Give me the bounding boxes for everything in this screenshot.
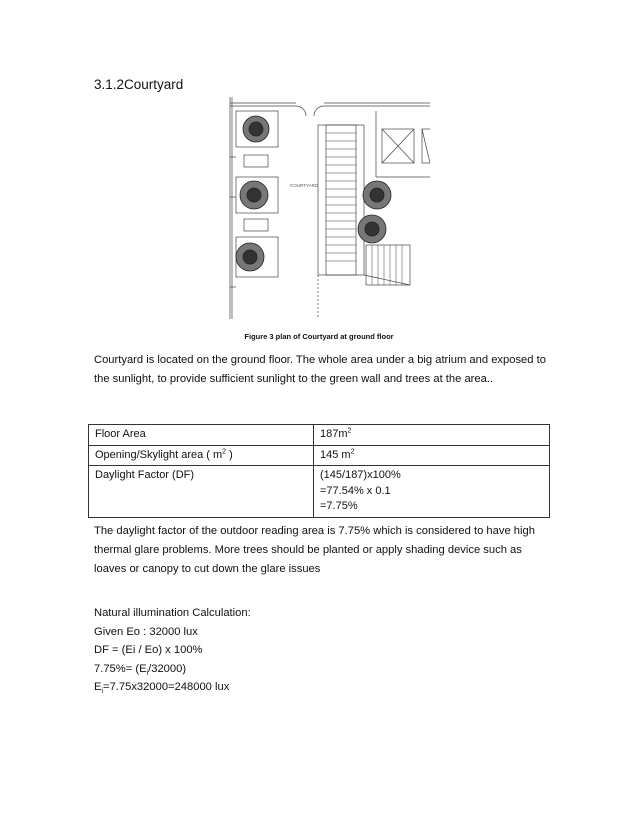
figure-caption: Figure 3 plan of Courtyard at ground floor <box>244 332 394 341</box>
courtyard-floor-plan <box>226 97 430 319</box>
illumination-calculation <box>94 604 251 697</box>
calc-title: Natural illumination Calculation: <box>94 607 251 619</box>
paragraph-daylight-analysis: The daylight factor of the outdoor reading area is 7.75% which is considered to have high thermal glare problems. More trees should be planted or apply shading device such as loaves or canopy to cut down the glare issues <box>94 525 535 575</box>
table-cell: Floor Area <box>89 425 314 446</box>
table-cell: Opening/Skylight area ( $m^2$ ) <box>89 445 314 466</box>
calc-line: DF = (Ei / Eo) x 100% <box>94 644 203 657</box>
table-row <box>89 425 550 446</box>
paragraph-courtyard-description: Courtyard is located on the ground floor. The whole area under a big atrium and exposed to the sunlight, to provide sufficient sunlight to the green wall and trees at the area.. <box>94 354 546 385</box>
calc-line: $7.75\%= (E_i/32000)$ <box>94 662 187 678</box>
table-row <box>89 466 550 518</box>
section-heading: 3.1.2Courtyard <box>94 77 184 92</box>
daylight-factor-table <box>88 424 550 518</box>
calc-line: $E_i=7.75x32000=248000$ lux <box>94 681 230 696</box>
table-cell: 145 $m^2$ <box>314 445 550 466</box>
table-cell: $187m^2$ <box>314 425 550 446</box>
table-cell: Daylight Factor (DF) <box>89 466 314 518</box>
calc-line: Given Eo : 32000 lux <box>94 625 198 638</box>
table-row <box>89 445 550 466</box>
plan-label: COURTYARD <box>290 183 319 188</box>
table-cell: (145/187)x100% =77.54% x 0.1 =7.75% <box>314 466 550 518</box>
